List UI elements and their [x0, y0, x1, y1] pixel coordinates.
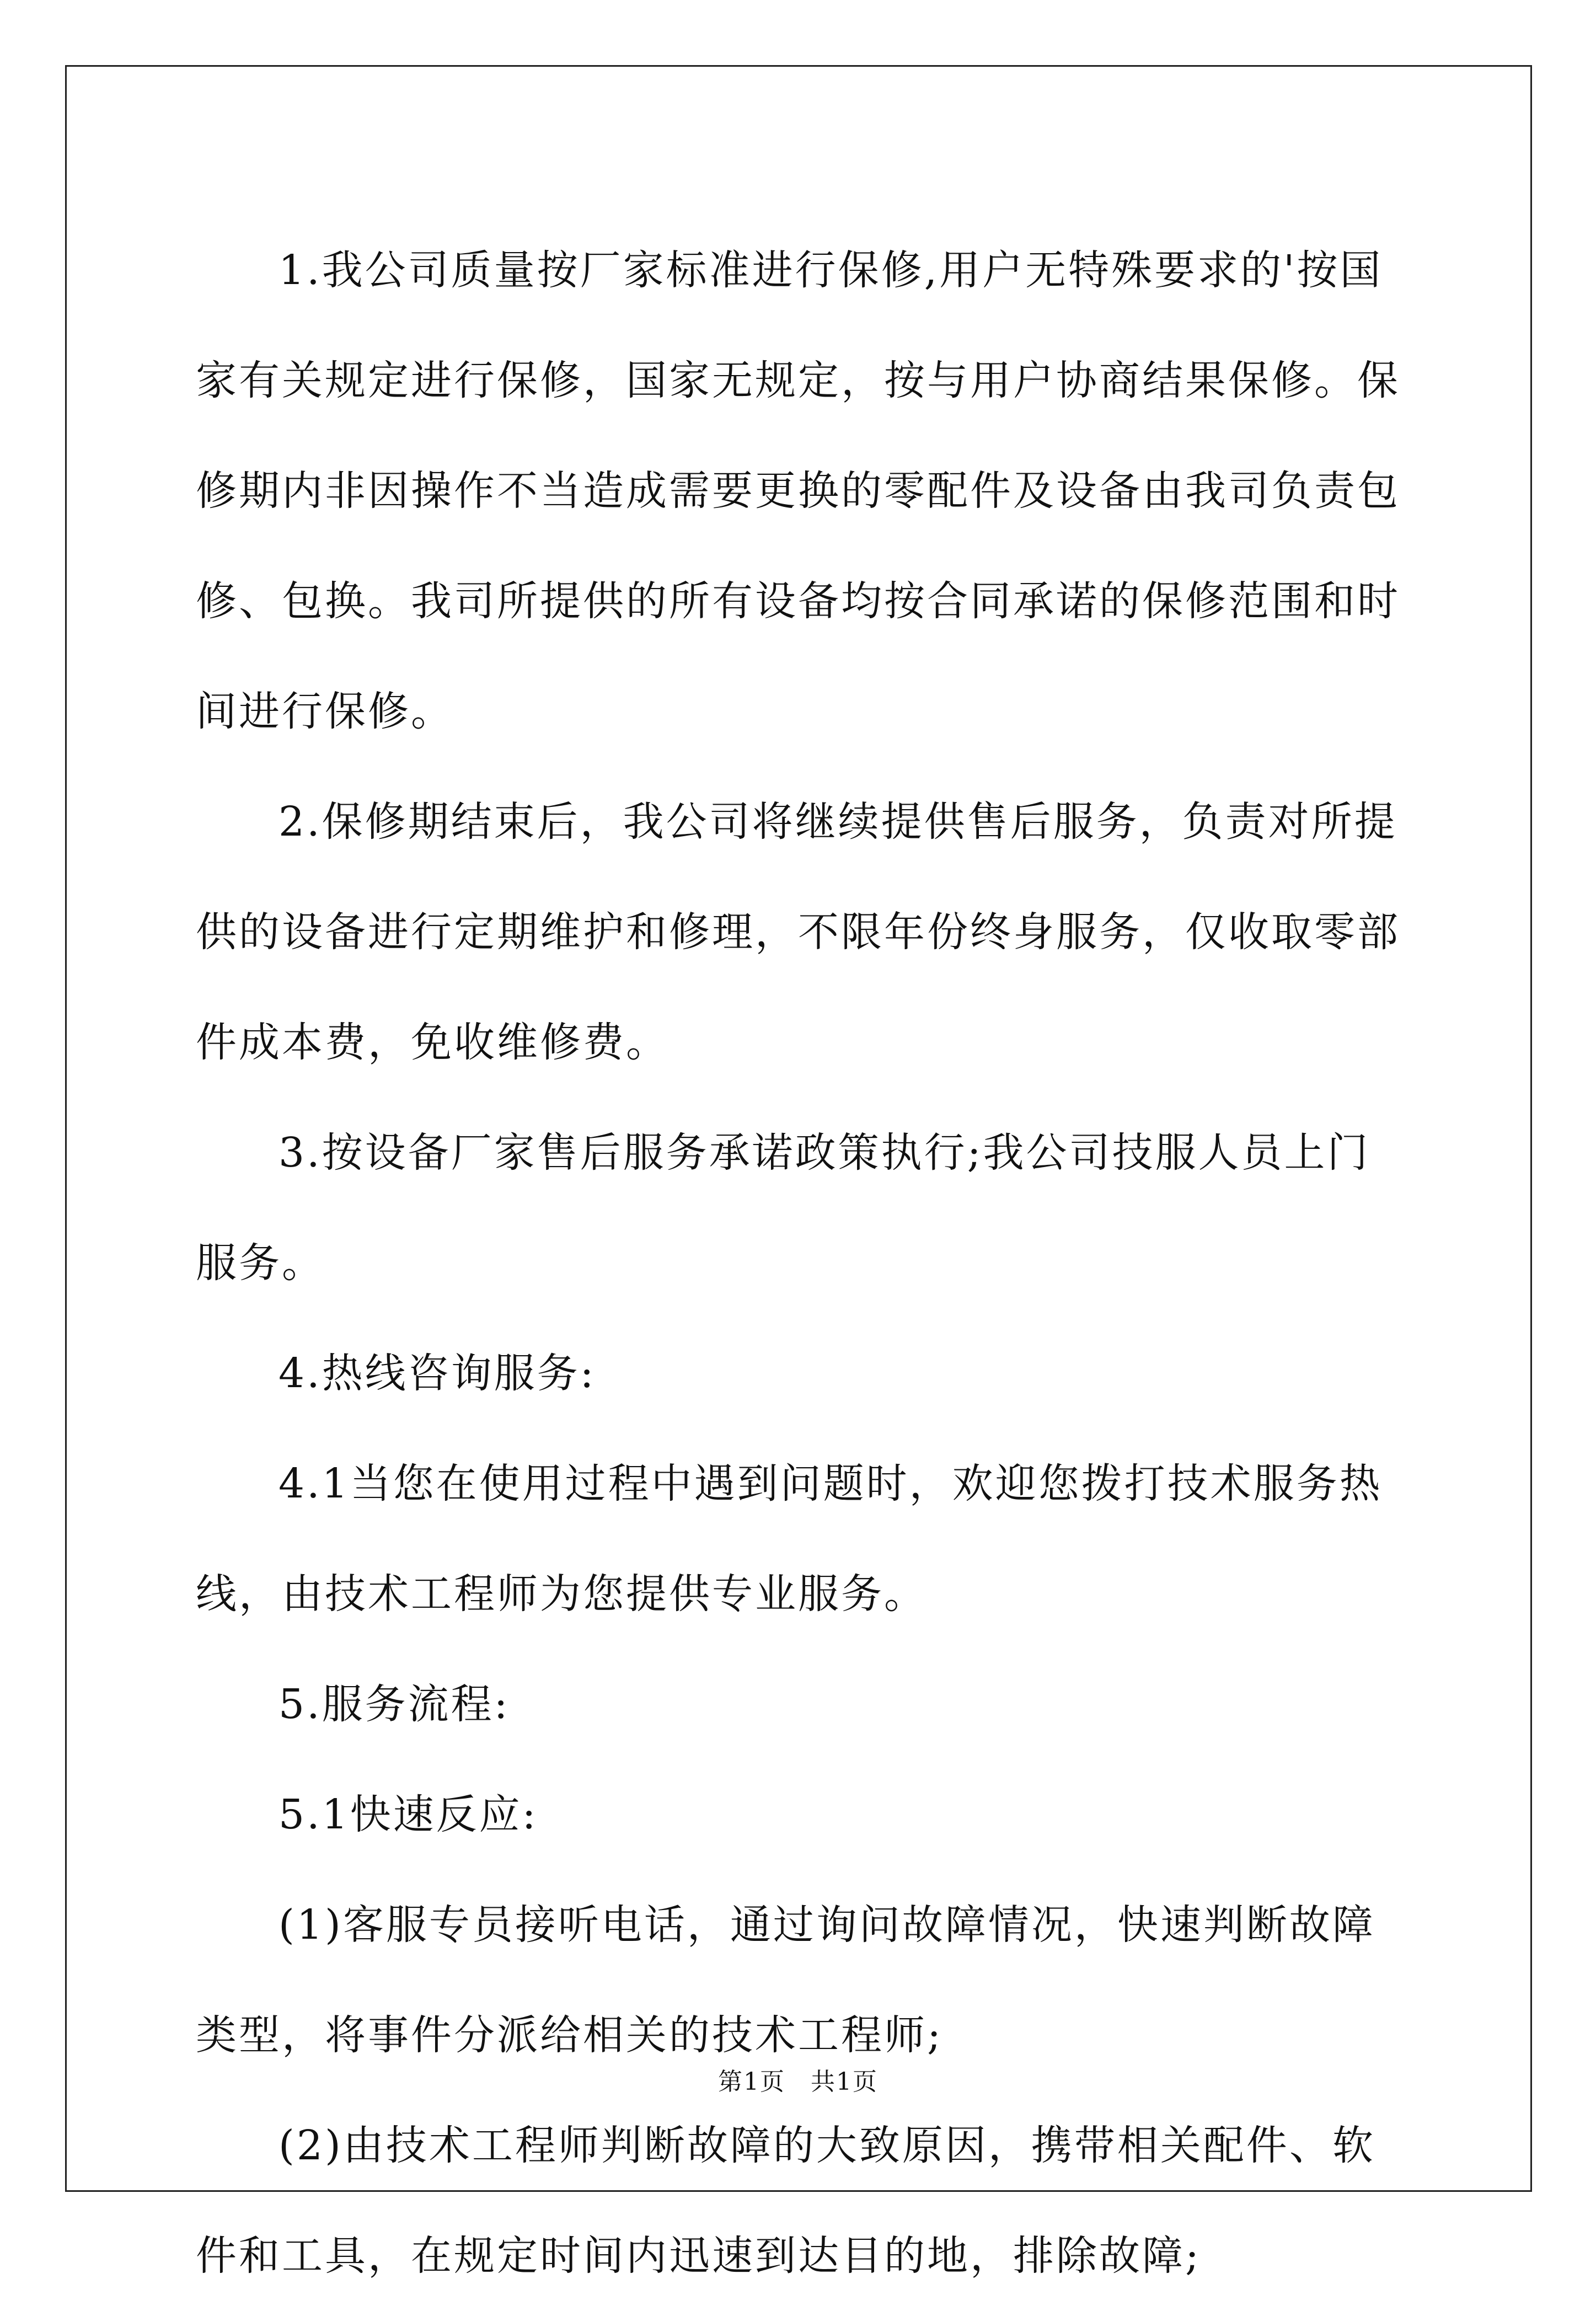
page-number-footer: 第1页 共1页	[718, 2068, 878, 2096]
paragraph-manufacturer-policy: 3.按设备厂家售后服务承诺政策执行;我公司技服人员上门服务。	[196, 1129, 1370, 1287]
paragraph-warranty-policy: 1.我公司质量按厂家标准进行保修,用户无特殊要求的'按国家有关规定进行保修，国家无规定，按与用户协商结果保修。保修期内非因操作不当造成需要更换的零配件及设备由我司负责包修、包换。我司所提供的所有设备均按合同承诺的保修范围和时间进行保修。	[196, 247, 1400, 735]
paragraph-step-1: (1)客服专员接听电话，通过询问故障情况，快速判断故障类型，将事件分派给相关的技术工程师;	[196, 1901, 1375, 2059]
paragraph-step-2: (2)由技术工程师判断故障的大致原因，携带相关配件、软件和工具，在规定时间内迅速到达目的地，排除故障;	[196, 2122, 1375, 2280]
document-body	[196, 215, 1409, 2311]
paragraph-quick-response-heading: 5.1快速反应:	[279, 1791, 538, 1838]
paragraph-hotline-detail: 4.1当您在使用过程中遇到问题时，欢迎您拨打技术服务热线，由技术工程师为您提供专业服务。	[196, 1460, 1383, 1618]
paragraph-hotline-heading: 4.热线咨询服务:	[279, 1350, 596, 1397]
paragraph-service-flow-heading: 5.服务流程:	[279, 1681, 510, 1728]
paragraph-post-warranty-service: 2.保修期结束后，我公司将继续提供售后服务，负责对所提供的设备进行定期维护和修理，不限年份终身服务，仅收取零部件成本费，免收维修费。	[196, 798, 1400, 1066]
